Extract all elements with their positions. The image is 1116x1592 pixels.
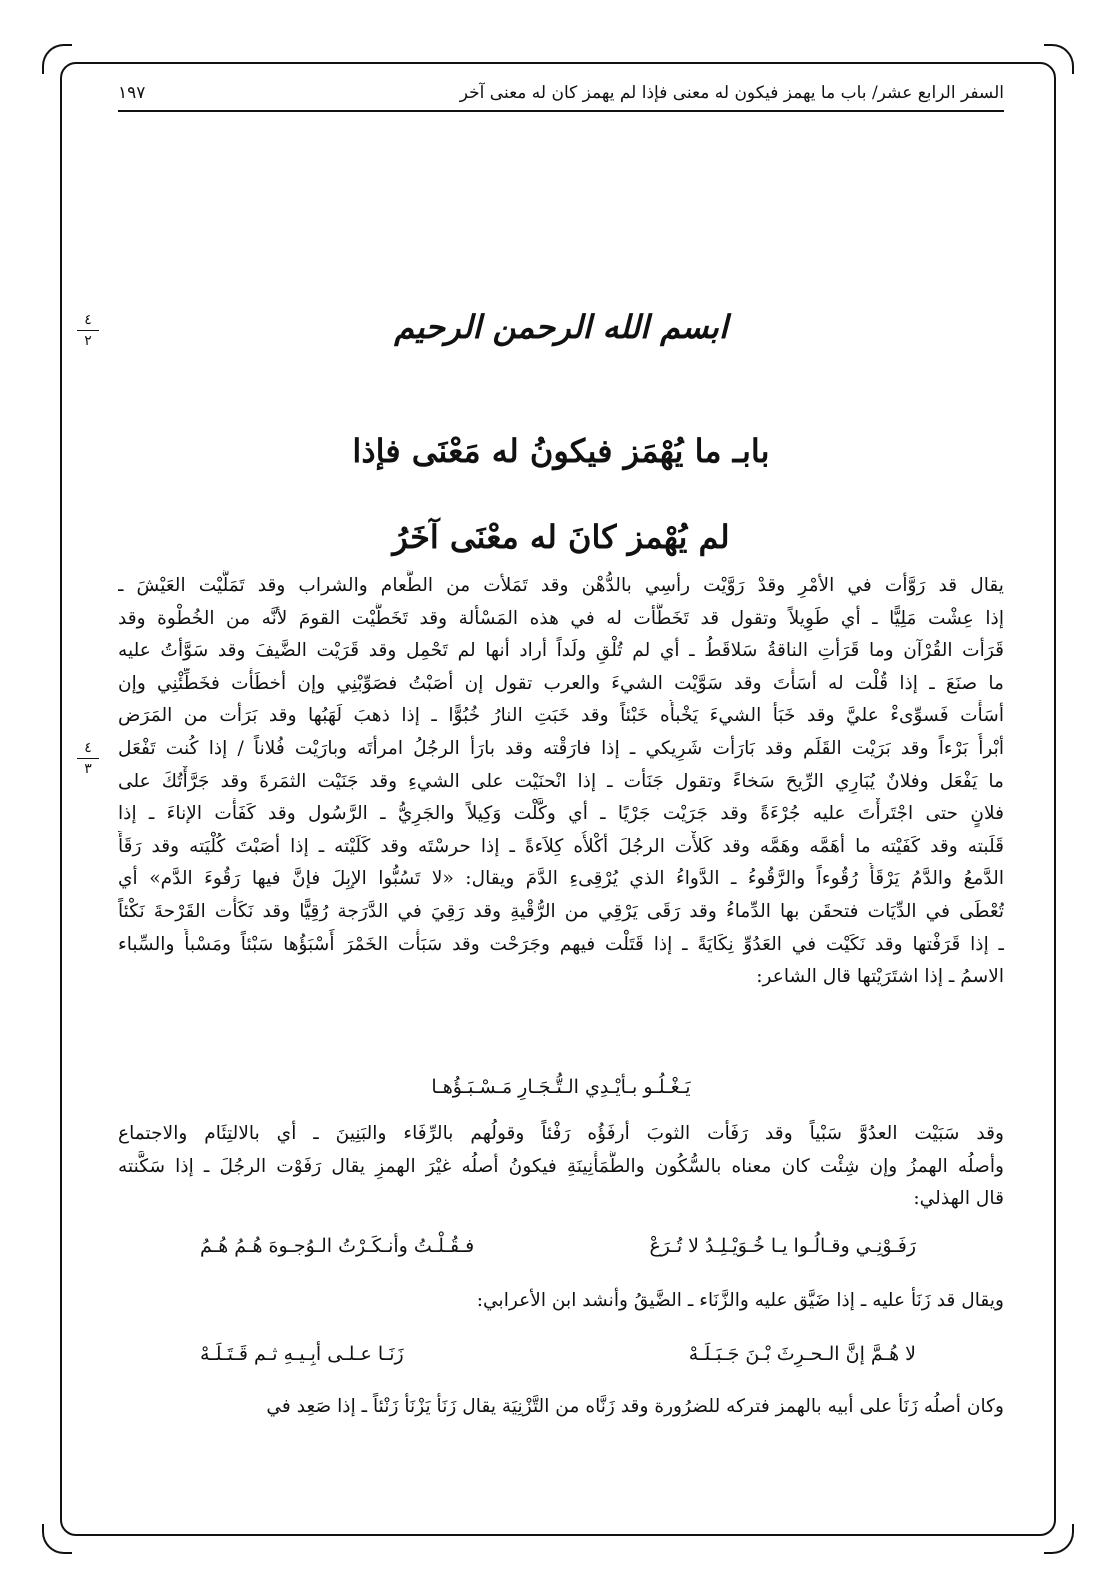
margin-note-top: ٤: [84, 740, 92, 756]
body-line: أسَأْت فَسوِّىءْ عليَّ وقد خَبَأ الشيءَ يَخْبأُه خَبْئاً وقد خَبَتِ النارُ خُبُوًّا ـ إذا ذهبَ لَهَبُها وقد بَرَأت من المَرَض: [118, 705, 1004, 727]
margin-note: [64, 312, 112, 349]
verse-line: يَـغْـلُـو بـأيْـدِي الـتُّـجَـارِ مَـسْـبَـؤُهـا: [431, 1076, 691, 1098]
body-line: إذا عِشْت مَلِيًّا ـ أي طَوِيلاً وتقول قد تَخَطَّأت له في هذه المَسْألة وقد تَخَطَّيْت القومَ لأنَّه من الخُطْوة وقد: [118, 607, 1004, 629]
body-line: قَرَأت القُرْآن وما قَرَأتِ الناقةُ سَلاقَطُ ـ أي لم تُلْقِ ولَداً أراد أنها لم تَحْمِل وقد قَرَيْت الضَّيفَ وقد سَوَّأتُ عليه: [118, 640, 1004, 662]
body-line: قال الهذلي:: [913, 1188, 1004, 1210]
body-line: فلانٍ حتى اجْتَرأْتَ عليه جُرْءَةً وقد جَرَيْت جَرْيًا ـ أي وكَّلْت وَكِيلاً والجَرِيُّ ـ الرَّسُول وقد كَفَأْت الإناءَ ـ إذا: [118, 803, 1004, 825]
body-line: ـ إذا قَرَفْتها وقد نَكَيْت في العَدُوِّ نِكَايَةً ـ إذا قَتَلْت فيهم وجَرَحْت وقد سَبَأْت الخَمْرَ أَسْبَؤُها سَبْئاً ومَسْبأً والسِّباء: [118, 933, 1004, 955]
margin-note-top: ٤: [84, 312, 92, 328]
verse-hemistich-right: لا هُـمَّ إنَّ الـحـرِثَ بْـنَ جَـبَـلَـهْ: [688, 1343, 916, 1365]
body-line: الاسمُ ـ إذا اشتَرَيْتها قال الشاعر:: [756, 966, 1004, 988]
running-header: [118, 76, 1004, 112]
verse-hemistich-left: فـقُـلْـتُ وأنـكَـرْتُ الـوُجـوهَ هُـمُ هُـمُ: [200, 1235, 475, 1257]
header-title: السفر الرابع عشر/ باب ما يهمز فيكون له معنى فإذا لم يهمز كان له معنى آخر: [459, 83, 1004, 103]
chapter-title-line: لم يُهْمز كانَ له معْنَى آخَرُ: [392, 518, 730, 556]
body-line: الدَّمعُ والدَّمُ يَرْقَأُ رُقُوءاً والرَّقُوءُ ـ الدَّواءُ الذي يُرْقِىءِ الدَّمَ ويقال: «لا تَسُبُّوا الإبِلَ فإنَّ فيها رَقُوءَ الدَّم» أي: [118, 868, 1004, 890]
margin-note: [64, 740, 112, 777]
margin-note-bottom: ٢: [84, 333, 92, 349]
page-number: ١٩٧: [118, 83, 146, 103]
body-line: يقال قد رَوَّأت في الأمْرِ وقدْ رَوَّيْت رأسِي بالدُّهْن وقد تَمَلأت من الطَّعام والشراب وقد تَمَلَّيْت العَيْشَ ـ: [118, 575, 1004, 596]
body-line: تُعْطَى في الدِّيَات فتحقَن بها الدِّماءُ وقد رَقَى يَرْقِي من الرُّقْيةِ وقد رَقِيَ في الدَّرَجة رُقِيًّا وقد نَكَأْت القَرْحةَ نَكْئاً: [118, 900, 1004, 922]
body-text: [118, 570, 1004, 994]
body-text: [118, 1118, 1004, 1216]
basmala: ابسم الله الرحمن الرحيم: [394, 308, 728, 346]
body-line: قَلَبته وقد كَفَيْته ما أهَمَّه وهَمَّه وقد كَلأْت الرجُلَ أكْلأُه كِلاَءةً ـ إذا حرسْتَه وقد كَلَيْته ـ إذا أصَبْتَ كُلْيَته وقد رَقَأَ: [118, 835, 1004, 857]
body-line: وقد سَبَيْت العدُوَّ سَبْياً وقد رَفَأت الثوبَ أرفَؤُه رَفْئاً وقولُهم بالرِّفَاء والبَنِينَ ـ أي بالالتِئَام والاجتماع: [118, 1123, 1004, 1144]
body-line: أبْرأُ بَرْءاً وقد بَرَيْت القَلَم وقد بَارَأت شَرِيكي ـ إذا فارَقْته وقد بارَأ الرجُلُ امرأتَه وبارَيْت فُلاناً / إذا كُنت تَفْعَل: [118, 737, 1004, 759]
margin-note-bottom: ٣: [84, 761, 92, 777]
body-line: ما يَفْعَل وفلانٌ يُبَارِي الرِّيحَ سَخاءً وتقول جَنَأت ـ إذا انْحنَيْت على الشيءِ وقد جَنَيْت الثمَرةَ وقد جَرَّأْتُكَ على: [118, 770, 1004, 792]
prose-line: ويقال قد زَنَأ عليه ـ إذا ضَيَّق عليه والزَّنَاء ـ الضَّيقُ وأنشد ابن الأعرابي:: [476, 1290, 1004, 1311]
verse-line: [200, 1235, 916, 1257]
verse-hemistich-right: رَفَـوْنِـي وقـالُـوا يـا خُـوَيْـلِـدُ لا تُـرَعْ: [649, 1235, 916, 1257]
chapter-title-line: بابـ ما يُهْمَز فيكونُ له مَعْنَى فإذا: [352, 432, 770, 470]
verse-hemistich-left: زَنَـا عـلـى أبِـيـهِ ثـم قَـتَـلَـهْ: [200, 1343, 404, 1365]
body-line: وأصلُه الهمزُ وإن شِئْت كان معناه بالسُّكُون والطُّمَأْنِينَةِ فيكونُ أصلُه غيْرَ الهمزِ يقال رَفَوْت الرجُلَ ـ إذا سَكَّنته: [118, 1155, 1004, 1177]
body-line: ما صنَعَ ـ إذا قُلْت له أسَأْتَ وقد سَوَّيْت الشيءَ والعرب تقول إن أصَبْتُ فصَوِّبْنِي وإن أخطَأْت فخَطِّئْنِي وإن: [118, 672, 1004, 694]
verse-line: [200, 1343, 916, 1365]
prose-line: وكان أصلُه زَنَأ على أبيه بالهمز فتركه للضرُورة وقد زَنَّاه من التَّزْنِيَة يقال زَنَأ يَزْنَأ زَنْئاً ـ إذا صَعِد في: [266, 1396, 1004, 1417]
